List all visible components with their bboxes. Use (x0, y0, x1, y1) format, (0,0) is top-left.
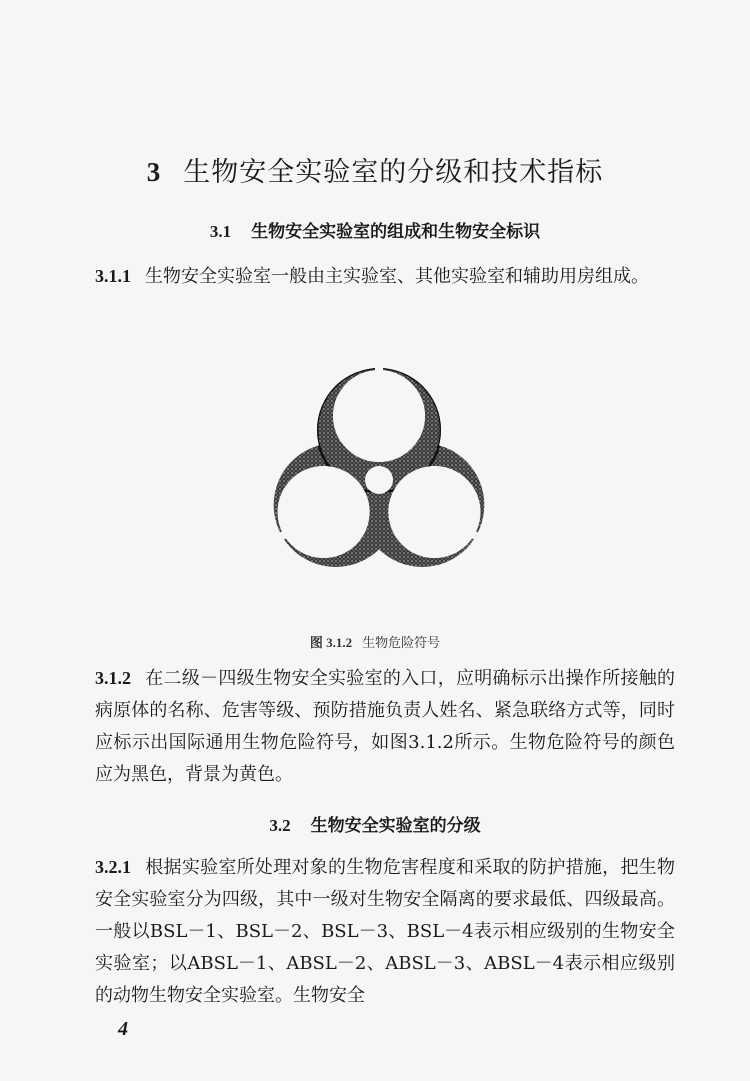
chapter-title (0, 150, 750, 189)
section-heading-3-2 (0, 811, 750, 836)
paragraph-3-1-2 (95, 662, 675, 791)
figure-caption (0, 632, 750, 651)
clause-number: 3.2.1 (95, 857, 131, 877)
clause-number: 3.1.1 (95, 266, 131, 286)
chapter-title-text: 生物安全实验室的分级和技术指标 (183, 157, 604, 188)
section-title-text: 生物安全实验室的分级 (310, 816, 481, 836)
section-title-text: 生物安全实验室的组成和生物安全标识 (251, 222, 541, 242)
section-number: 3.1 (209, 222, 232, 241)
page-number: 4 (118, 1018, 128, 1040)
section-number: 3.2 (269, 816, 291, 835)
paragraph-3-1-1 (95, 260, 675, 293)
clause-text: 生物安全实验室一般由主实验室、其他实验室和辅助用房组成。 (145, 266, 649, 287)
clause-text: 根据实验室所处理对象的生物危害程度和采取的防护措施，把生物安全实验室分为四级，其中一级对生物安全隔离的要求最低、四级最高。一般以BSL－1、BSL－2、BSL－3、BSL－4表示相应级别的生物安全实验室；以ABSL－1、ABSL－2、ABSL－3、ABSL－4表示相应级别的动物生物安全实验室。生物安全 (95, 857, 675, 1006)
clause-number: 3.1.2 (95, 668, 131, 688)
chapter-number: 3 (146, 157, 162, 187)
section-heading-3-1 (0, 217, 750, 242)
clause-text: 在二级－四级生物安全实验室的入口，应明确标示出操作所接触的病原体的名称、危害等级、预防措施负责人姓名、紧急联络方式等，同时应标示出国际通用生物危险符号，如图3.1.2所示。生物危险符号的颜色应为黑色，背景为黄色。 (95, 668, 675, 785)
figure-number: 图 3.1.2 (309, 635, 353, 650)
biohazard-icon (255, 368, 503, 608)
figure-caption-text: 生物危险符号 (362, 636, 441, 651)
paragraph-3-2-1 (95, 851, 675, 1012)
